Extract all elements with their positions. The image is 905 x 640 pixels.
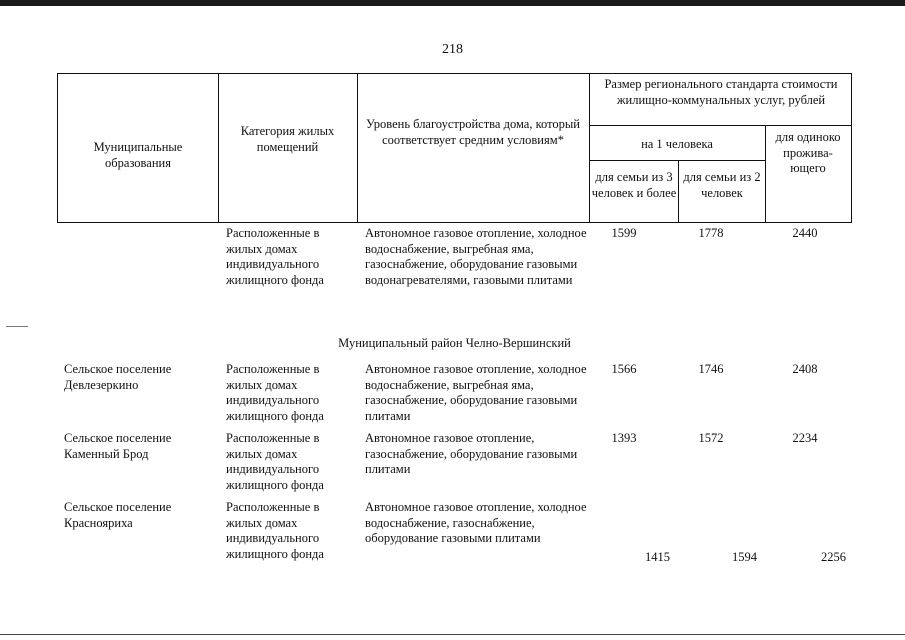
header-top-rule — [57, 73, 852, 74]
municipal-cell: Сельское поселение Девлезеркино — [64, 362, 172, 392]
top-border — [0, 0, 905, 6]
value-single: 2256 — [821, 550, 846, 564]
margin-mark — [6, 326, 28, 327]
level-cell: Автономное газовое отопление, холодное водоснабжение, выгребная яма, газоснабжение, оборудование газовыми плитами — [365, 362, 587, 423]
header-vrule-1 — [57, 73, 58, 223]
level-cell: Автономное газовое отопление, газоснабжение, оборудование газовыми плитами — [365, 431, 578, 476]
header-bottom-rule — [57, 222, 852, 223]
header-standard: Размер регионального стандарта стоимости жилищно-коммунальных услуг, рублей — [604, 77, 838, 107]
level-cell: Автономное газовое отопление, холодное водоснабжение, газоснабжение, оборудование газовыми плитами — [365, 500, 587, 545]
municipal-cell: Сельское поселение Каменный Брод — [64, 431, 172, 461]
value-family2: 1594 — [732, 550, 757, 564]
header-per-person: на 1 человека — [641, 137, 713, 151]
header-per-person-rule — [589, 160, 765, 161]
value-family3: 1566 — [611, 362, 637, 376]
category-cell: Расположенные в жилых домах индивидуального жилищного фонда — [226, 362, 324, 423]
header-family3: для семьи из 3 человек и более — [591, 170, 677, 200]
header-vrule-2 — [218, 73, 219, 223]
value-family3: 1415 — [645, 550, 670, 564]
category-cell: Расположенные в жилых домах индивидуального жилищного фонда — [226, 500, 324, 561]
category-cell: Расположенные в жилых домах индивидуального жилищного фонда — [226, 226, 324, 287]
value-family3: 1393 — [611, 431, 637, 445]
category-cell: Расположенные в жилых домах индивидуального жилищного фонда — [226, 431, 324, 492]
header-vrule-3 — [357, 73, 358, 223]
value-family2: 1778 — [698, 226, 724, 240]
municipal-cell: Сельское поселение Краснояриха — [64, 500, 172, 530]
page-number: 218 — [442, 42, 463, 57]
value-single: 2440 — [792, 226, 818, 240]
value-single: 2234 — [792, 431, 818, 445]
value-family3: 1599 — [611, 226, 637, 240]
value-family2: 1572 — [698, 431, 724, 445]
header-standard-rule — [589, 125, 852, 126]
header-municipal: Муниципальные образования — [93, 140, 183, 170]
header-vrule-6 — [765, 125, 766, 223]
header-family2: для семьи из 2 человек — [683, 170, 761, 200]
header-vrule-7 — [851, 73, 852, 223]
header-single: для одиноко прожива-ющего — [775, 130, 841, 175]
district-title: Муниципальный район Челно-Вершинский — [338, 336, 571, 350]
bottom-border — [0, 634, 905, 635]
header-level: Уровень благоустройства дома, который соответствует средним условиям* — [366, 117, 580, 147]
value-family2: 1746 — [698, 362, 724, 376]
value-single: 2408 — [792, 362, 818, 376]
header-category: Категория жилых помещений — [240, 124, 335, 154]
level-cell: Автономное газовое отопление, холодное водоснабжение, выгребная яма, газоснабжение, оборудование газовыми водонагревателями, газовыми плитами — [365, 226, 587, 287]
